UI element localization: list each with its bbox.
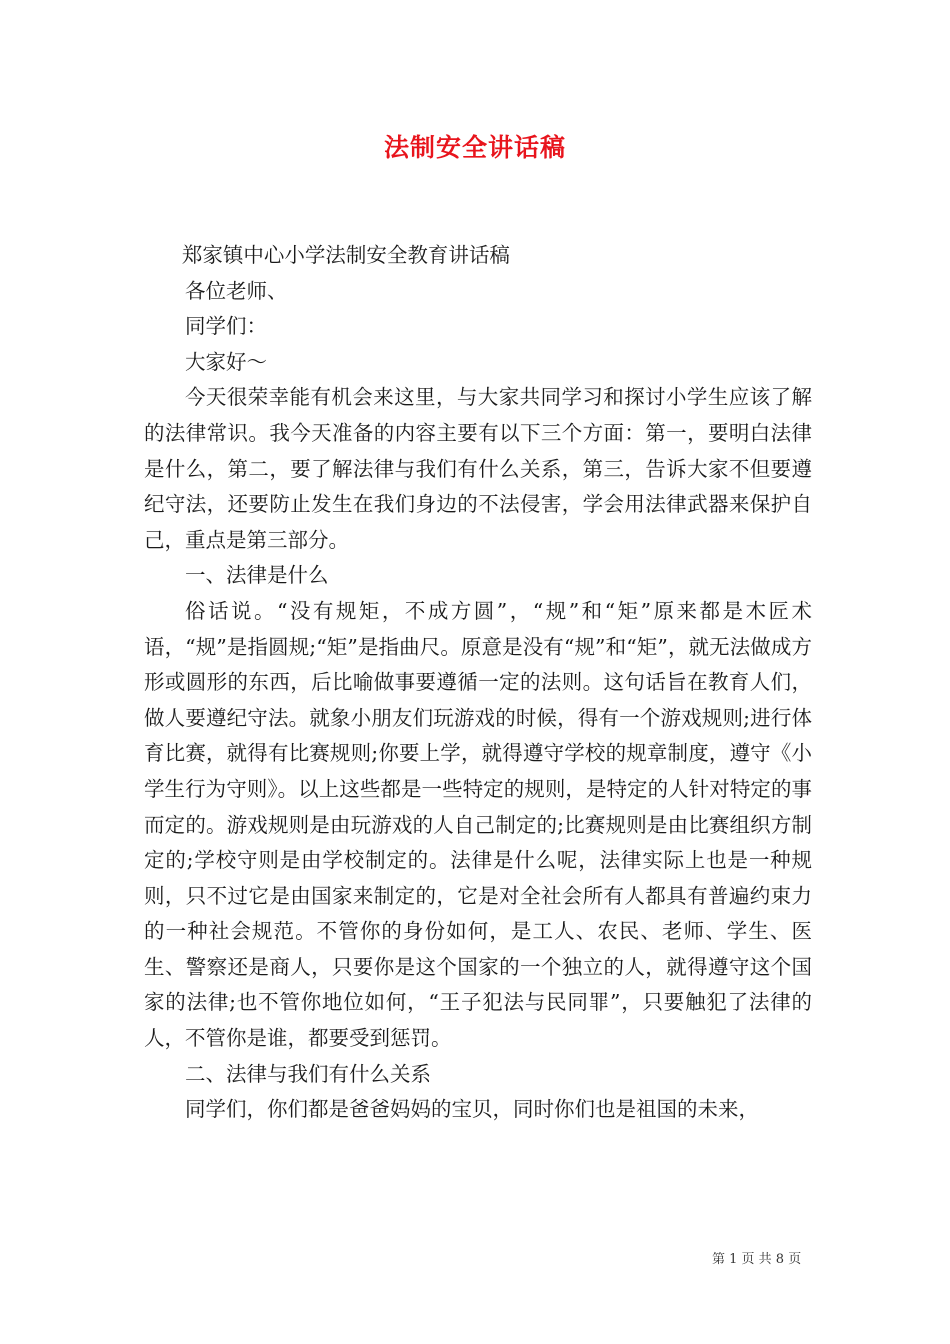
- page-indicator: 第 1 页 共 8 页: [712, 1252, 802, 1267]
- document-title: 法制安全讲话稿: [383, 133, 566, 162]
- section-1-paragraph: 俗话说。“没有规矩，不成方圆”，“规”和“矩”原来都是木匠术语，“规”是指圆规;“矩”是指曲尺。原意是没有“规”和“矩”，就无法做成方形或圆形的东西，后比喻做事要遵循一定的法则。这句话旨在教育人们，做人要遵纪守法。就象小朋友们玩游戏的时候，得有一个游戏规则;进行体育比赛，就得有比赛规则;你要上学，就得遵守学校的规章制度，遵守《小学生行为守则》。以上这些都是一些特定的规则，是特定的人针对特定的事而定的。游戏规则是由玩游戏的人自己制定的;比赛规则是由比赛组织方制定的;学校守则是由学校制定的。法律是什么呢，法律实际上也是一种规则，只不过它是由国家来制定的，它是对全社会所有人都具有普遍约束力的一种社会规范。不管你的身份如何，是工人、农民、老师、学生、医生、警察还是商人，只要你是这个国家的一个独立的人，就得遵守这个国家的法律;也不管你地位如何，“王子犯法与民同罪”，只要触犯了法律的人，不管你是谁，都要受到惩罚。: [144, 598, 812, 1051]
- speech-heading: 郑家镇中心小学法制安全教育讲话稿: [181, 243, 510, 267]
- greeting: 大家好～: [185, 349, 267, 374]
- salutation-teachers: 各位老师、: [185, 278, 288, 303]
- intro-paragraph: 今天很荣幸能有机会来这里，与大家共同学习和探讨小学生应该了解的法律常识。我今天准备的内容主要有以下三个方面：第一，要明白法律是什么，第二，要了解法律与我们有什么关系，第三，告诉大家不但要遵纪守法，还要防止发生在我们身边的不法侵害，学会用法律武器来保护自己，重点是第三部分。: [144, 385, 812, 552]
- section-2-paragraph: 同学们，你们都是爸爸妈妈的宝贝，同时你们也是祖国的未来，: [185, 1097, 759, 1122]
- salutation-students: 同学们：: [185, 314, 267, 339]
- document-body: [144, 238, 812, 1128]
- section-heading-1: 一、法律是什么: [185, 563, 329, 588]
- section-heading-2: 二、法律与我们有什么关系: [185, 1061, 431, 1086]
